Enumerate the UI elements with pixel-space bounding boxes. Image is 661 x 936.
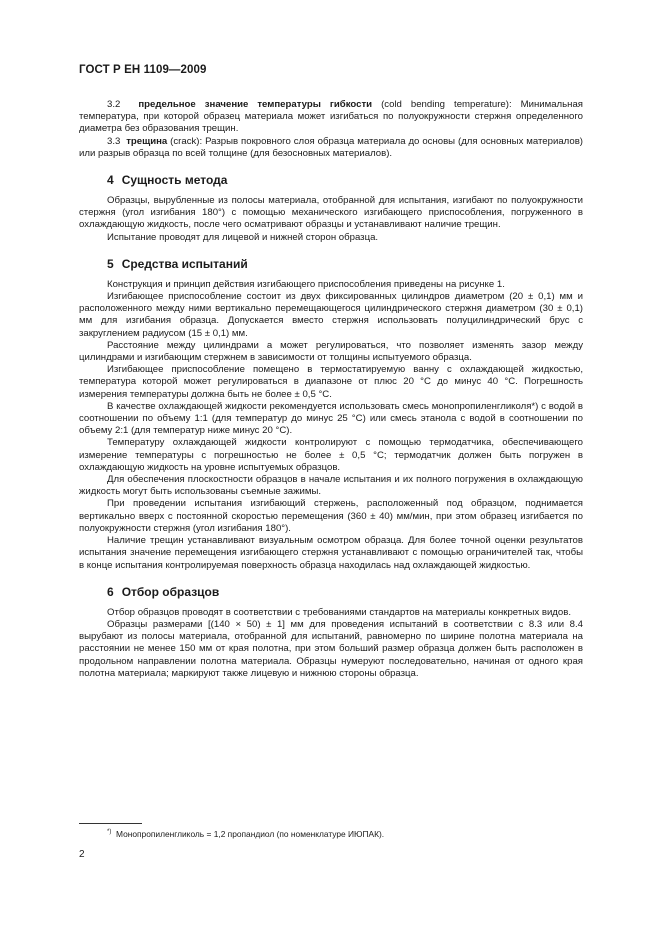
section-number: 5: [107, 256, 114, 271]
page-number: 2: [79, 849, 85, 860]
paragraph: Изгибающее приспособление помещено в термостатируемую ванну с охлаждающей жидкостью, температура которой может регулироваться в диапазоне от плюс 20 °С до минус 40 °С. Погрешность измерения температуры должна быть не более ± 0,5 °С.: [79, 364, 583, 400]
paragraph: Испытание проводят для лицевой и нижней сторон образца.: [107, 231, 379, 243]
footnote-rule: [79, 823, 142, 824]
section-heading-4: [79, 173, 583, 187]
paragraph: При проведении испытания изгибающий стержень, расположенный под образцом, поднимается вертикально вверх с постоянной скоростью перемещения (360 ± 40) мм/мин, при этом образец изгибается по полуокружности стержня (угол изгибания 180°).: [79, 498, 583, 534]
footnote-text: Монопропиленгликоль = 1,2 пропандиол (по номенклатуре ИЮПАК).: [116, 829, 385, 839]
clause-number: 3.2: [107, 99, 121, 110]
clause-number: 3.3: [107, 135, 121, 147]
paragraph: В качестве охлаждающей жидкости рекомендуется использовать смесь монопропиленгликоля*) с водой в соотношении по объему 1:1 (для температур до минус 25 °С) или смесь этанола с водой в соотношении по объему 2:1 (для температур ниже минус 20 °С).: [79, 400, 583, 437]
section-heading-5: [79, 257, 583, 271]
clause-text: (crack): Разрыв покровного слоя образца материала до основы (для основных материалов) или разрыв образца по всей толщине (для безосновных материалов).: [79, 135, 583, 159]
paragraph: Наличие трещин устанавливают визуальным осмотром образца. Для более точной оценки результатов испытания значение перемещения изгибающего стержня устанавливают с помощью ограничителей так, чтобы в конце испытания контролируемая поверхность образца находилась над охлаждающей жидкостью.: [79, 535, 583, 571]
paragraph: Образцы, вырубленные из полосы материала, отобранной для испытания, изгибают по полуокружности стержня (угол изгибания 180°) с помощью механического изгибающего приспособления, погруженного в охлаждающую жидкость, после чего осматривают образцы и устанавливают наличие трещин.: [79, 195, 583, 231]
page-body: [79, 99, 583, 680]
section-heading-6: [79, 585, 583, 599]
footnote: [107, 829, 384, 839]
section-number: 4: [107, 173, 114, 188]
paragraph: Отбор образцов проводят в соответствии с требованиями стандартов на материалы конкретных видов.: [107, 606, 572, 618]
term-cold-bending-temperature: предельное значение температуры гибкости: [138, 99, 373, 110]
clause-text: (cold bending temperature): Минимальная температура, при которой образец материала может изгибаться по полуокружности стержня определенного диаметра без образования трещин.: [79, 99, 583, 135]
paragraph: Для обеспечения плоскостности образцов в начале испытания и их полного погружения в охлаждающую жидкость могут быть использованы съемные зажимы.: [79, 474, 583, 498]
paragraph: Расстояние между цилиндрами а может регулироваться, что позволяет изменять зазор между цилиндрами и изгибающим стержнем в зависимости от толщины испытуемого образца.: [79, 339, 583, 364]
clause-3-2: [79, 99, 583, 136]
section-number: 6: [107, 584, 114, 599]
section-title: Средства испытаний: [121, 256, 248, 271]
paragraph: Температуру охлаждающей жидкости контролируют с помощью термодатчика, обеспечивающего измерение температуры с погрешностью не более ± 0,5 °С; термодатчик должен быть погружен в охлаждающую жидкость на уровне испытуемых образцов.: [79, 437, 583, 473]
term-crack: трещина: [126, 135, 168, 147]
clause-3-3: [79, 136, 583, 160]
paragraph: Образцы размерами [(140 × 50) ± 1] мм для проведения испытаний в соответствии с 8.3 или 8.4 вырубают из полосы материала, отобранной для испытаний, равномерно по ширине полотна материала на расстоянии не менее 150 мм от края полотна, при этом больший размер образца должен быть расположен в продольном направлении полотна материала. Образцы нумеруют последовательно, начиная от одного края полотна материала; маркируют также лицевую и нижнюю стороны образца.: [79, 618, 583, 679]
footnote-marker: *): [107, 829, 112, 836]
paragraph: Изгибающее приспособление состоит из двух фиксированных цилиндров диаметром (20 ± 0,1) мм и расположенного между ними вертикально перемещающегося цилиндрического стержня диаметром (30 ± 0,1) мм для изгибания образца. Допускается вместо стержня использовать полуцилиндрический брус с закруглением радиусом (15 ± 0,1) мм.: [79, 291, 583, 339]
running-title: ГОСТ Р ЕН 1109—2009: [79, 64, 207, 76]
paragraph: Конструкция и принцип действия изгибающего приспособления приведены на рисунке 1.: [107, 278, 505, 290]
section-title: Сущность метода: [121, 173, 228, 188]
section-title: Отбор образцов: [121, 584, 220, 599]
